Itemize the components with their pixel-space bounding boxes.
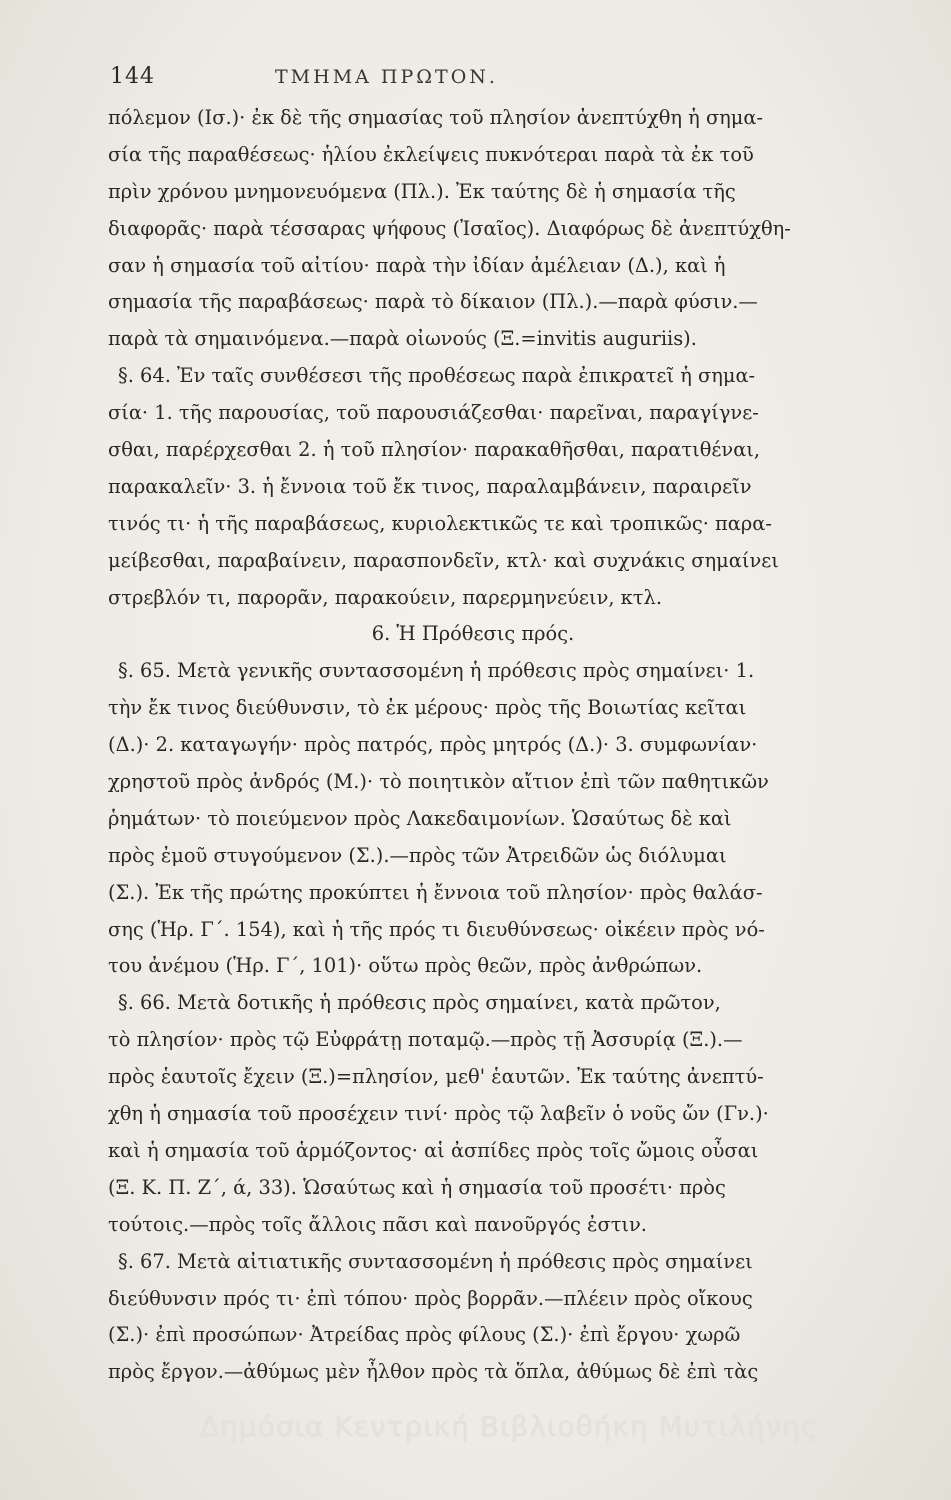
- section-heading: 6. Ἡ Πρόθεσις πρός.: [371, 622, 575, 646]
- text-line: πρὸς ἑαυτοῖς ἔχειν (Ξ.)=πλησίον, μεθ' ἑαυτῶν. Ἐκ ταύτης ἀνεπτύ-: [108, 1065, 764, 1089]
- text-line: (Ξ. Κ. Π. Ζ΄, ά, 33). Ὡσαύτως καὶ ἡ σημασία τοῦ προσέτι· πρὸς: [108, 1175, 726, 1199]
- text-line: (Δ.)· 2. καταγωγήν· πρὸς πατρός, πρὸς μητρός (Δ.)· 3. συμφωνίαν·: [108, 733, 758, 757]
- text-line: σημασία τῆς παραβάσεως· παρὰ τὸ δίκαιον (Πλ.).—παρὰ φύσιν.—: [108, 290, 758, 314]
- text-line: πόλεμον (Ισ.)· ἐκ δὲ τῆς σημασίας τοῦ πλησίον ἀνεπτύχθη ἡ σημα-: [108, 106, 764, 129]
- section-64-start: §. 64. Ἐν ταῖς συνθέσεσι τῆς προθέσεως παρὰ ἐπικρατεῖ ἡ σημα-: [118, 364, 756, 388]
- text-line: παρακαλεῖν· 3. ἡ ἔννοια τοῦ ἔκ τινος, παραλαμβάνειν, παραιρεῖν: [108, 474, 752, 498]
- text-line: τινός τι· ἡ τῆς παραβάσεως, κυριολεκτικῶς τε καὶ τροπικῶς· παρα-: [108, 511, 772, 535]
- text-line: χρηστοῦ πρὸς ἀνδρός (Μ.)· τὸ ποιητικὸν αἴτιον ἐπὶ τῶν παθητικῶν: [108, 770, 769, 794]
- text-line: διαφορᾶς· παρὰ τέσσαρας ψήφους (Ἰσαῖος). Διαφόρως δὲ ἀνεπτύχθη-: [108, 216, 791, 240]
- text-line: καὶ ἡ σημασία τοῦ ἁρμόζοντος· αἱ ἀσπίδες πρὸς τοῖς ὤμοις οὖσαι: [108, 1138, 759, 1162]
- text-line: διεύθυνσιν πρός τι· ἐπὶ τόπου· πρὸς βορρᾶν.—πλέειν πρὸς οἴκους: [108, 1286, 753, 1310]
- text-line: (Σ.). Ἐκ τῆς πρώτης προκύπτει ἡ ἔννοια τοῦ πλησίον· πρὸς θαλάσ-: [108, 880, 763, 904]
- text-line: τὴν ἔκ τινος διεύθυνσιν, τὸ ἐκ μέρους· πρὸς τῆς Βοιωτίας κεῖται: [108, 696, 747, 720]
- text-line: σθαι, παρέρχεσθαι 2. ἡ τοῦ πλησίον· παρακαθῆσθαι, παρατιθέναι,: [108, 438, 761, 462]
- text-line: πρὸς ἔργον.—ἀθύμως μὲν ἦλθον πρὸς τὰ ὅπλα, ἀθύμως δὲ ἐπὶ τὰς: [108, 1360, 759, 1384]
- text-line: στρεβλόν τι, παρορᾶν, παρακούειν, παρερμηνεύειν, κτλ.: [108, 585, 662, 609]
- section-65-start: §. 65. Μετὰ γενικῆς συντασσομένη ἡ πρόθεσις πρὸς σημαίνει· 1.: [118, 659, 755, 683]
- text-line: του ἀνέμου (Ἡρ. Γ΄, 101)· οὕτω πρὸς θεῶν, πρὸς ἀνθρώπων.: [108, 954, 703, 978]
- text-line: πρὸς ἐμοῦ στυγούμενον (Σ.).—πρὸς τῶν Ἀτρειδῶν ὡς διόλυμαι: [108, 843, 727, 867]
- text-line: τὸ πλησίον· πρὸς τῷ Εὐφράτῃ ποταμῷ.—πρὸς τῇ Ἀσσυρίᾳ (Ξ.).—: [108, 1028, 743, 1052]
- running-head: ΤΜΗΜΑ ΠΡΩΤΟΝ.: [275, 66, 498, 88]
- text-line: τούτοις.—πρὸς τοῖς ἄλλοις πᾶσι καὶ πανοῦργός ἐστιν.: [108, 1212, 647, 1236]
- section-67-start: §. 67. Μετὰ αἰτιατικῆς συντασσομένη ἡ πρόθεσις πρὸς σημαίνει: [118, 1249, 753, 1273]
- text-line: ῥημάτων· τὸ ποιεύμενον πρὸς Λακεδαιμονίων. Ὡσαύτως δὲ καὶ: [108, 806, 732, 830]
- text-line: σία· 1. τῆς παρουσίας, τοῦ παρουσιάζεσθαι· παρεῖναι, παραγίγνε-: [108, 401, 759, 425]
- text-line: σία τῆς παραθέσεως· ἡλίου ἐκλείψεις πυκνότεραι παρὰ τὰ ἐκ τοῦ: [108, 142, 754, 166]
- section-66-start: §. 66. Μετὰ δοτικῆς ἡ πρόθεσις πρὸς σημαίνει, κατὰ πρῶτον,: [118, 991, 721, 1015]
- text-line: μείβεσθαι, παραβαίνειν, παρασπονδεῖν, κτλ· καὶ συχνάκις σημαίνει: [108, 548, 779, 572]
- text-line: πρὶν χρόνου μνημονευόμενα (Πλ.). Ἐκ ταύτης δὲ ἡ σημασία τῆς: [108, 179, 736, 203]
- text-line: σης (Ἡρ. Γ΄. 154), καὶ ἡ τῆς πρός τι διευθύνσεως· οἰκέειν πρὸς νό-: [108, 917, 765, 941]
- page-header: [110, 56, 850, 96]
- library-watermark: Δημόσια Κεντρική Βιβλιοθήκη Μυτιλήνης: [200, 1410, 819, 1443]
- text-line: σαν ἡ σημασία τοῦ αἰτίου· παρὰ τὴν ἰδίαν ἀμέλειαν (Δ.), καὶ ἡ: [108, 253, 726, 277]
- page-number: 144: [110, 64, 155, 89]
- body-text: [108, 100, 878, 1391]
- text-line: χθη ἡ σημασία τοῦ προσέχειν τινί· πρὸς τῷ λαβεῖν ὁ νοῦς ὤν (Γν.)·: [108, 1102, 769, 1126]
- text-line: παρὰ τὰ σημαινόμενα.—παρὰ οἰωνούς (Ξ.=invitis auguriis).: [108, 327, 697, 351]
- text-line: (Σ.)· ἐπὶ προσώπων· Ἀτρείδας πρὸς φίλους (Σ.)· ἐπὶ ἔργου· χωρῶ: [108, 1323, 741, 1347]
